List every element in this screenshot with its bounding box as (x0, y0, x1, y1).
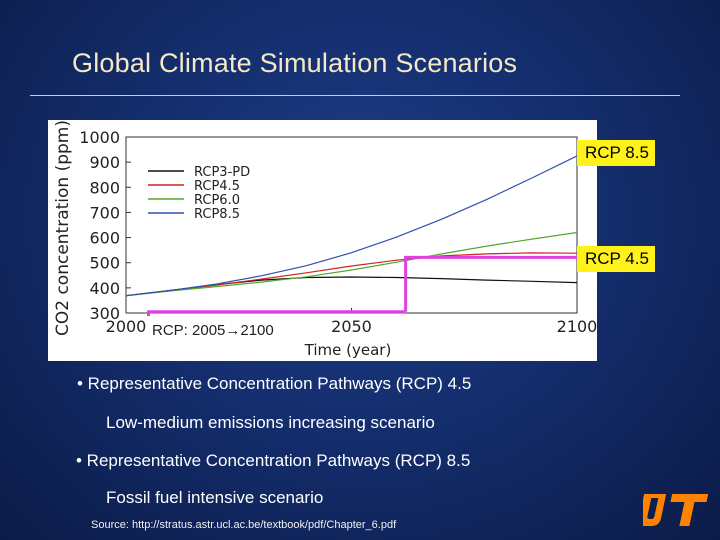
period-bracket (149, 312, 406, 316)
x-tick-label: 2050 (331, 317, 372, 336)
legend-label: RCP3-PD (194, 165, 251, 180)
y-tick-label: 300 (89, 304, 120, 323)
bullet-rcp45: • Representative Concentration Pathways (RCP) 4.5 (77, 374, 472, 393)
plot-frame (126, 137, 577, 313)
legend-label: RCP6.0 (194, 193, 240, 208)
ut-logo-icon (643, 490, 713, 530)
y-tick-label: 900 (89, 153, 120, 173)
y-tick-label: 700 (89, 203, 120, 223)
co2-chart (48, 120, 597, 361)
y-tick-label: 800 (89, 178, 120, 198)
y-tick-label: 1000 (79, 128, 120, 147)
bullet-rcp85: • Representative Concentration Pathways (RCP) 8.5 (76, 451, 471, 470)
y-tick-label: 400 (89, 278, 120, 298)
rcp45-callout: RCP 4.5 (577, 246, 655, 272)
y-axis-label: CO2 concentration (ppm) (53, 120, 73, 337)
series-line-rcp6-0 (126, 233, 577, 296)
y-tick-label: 600 (89, 228, 120, 248)
x-tick-label: 2000 (105, 317, 147, 336)
y-tick-label: 500 (89, 253, 120, 273)
source-citation: Source: http://stratus.astr.ucl.ac.be/textbook/pdf/Chapter_6.pdf (91, 519, 397, 531)
rcp85-callout: RCP 8.5 (577, 140, 655, 166)
slide-title: Global Climate Simulation Scenarios (72, 48, 518, 78)
period-label: RCP: 2005→2100 (152, 322, 274, 339)
legend-label: RCP4.5 (194, 179, 240, 194)
bullet-rcp45-detail: Low-medium emissions increasing scenario (106, 413, 435, 432)
bullet-rcp85-detail: Fossil fuel intensive scenario (106, 488, 324, 507)
title-divider (30, 95, 680, 96)
x-tick-label: 2100 (556, 317, 597, 336)
rcp45-pointer (406, 257, 597, 311)
co2-chart-figure (48, 120, 597, 361)
series-line-rcp3-pd (126, 277, 577, 296)
legend-label: RCP8.5 (194, 207, 240, 222)
x-axis-label: Time (year) (304, 341, 392, 359)
